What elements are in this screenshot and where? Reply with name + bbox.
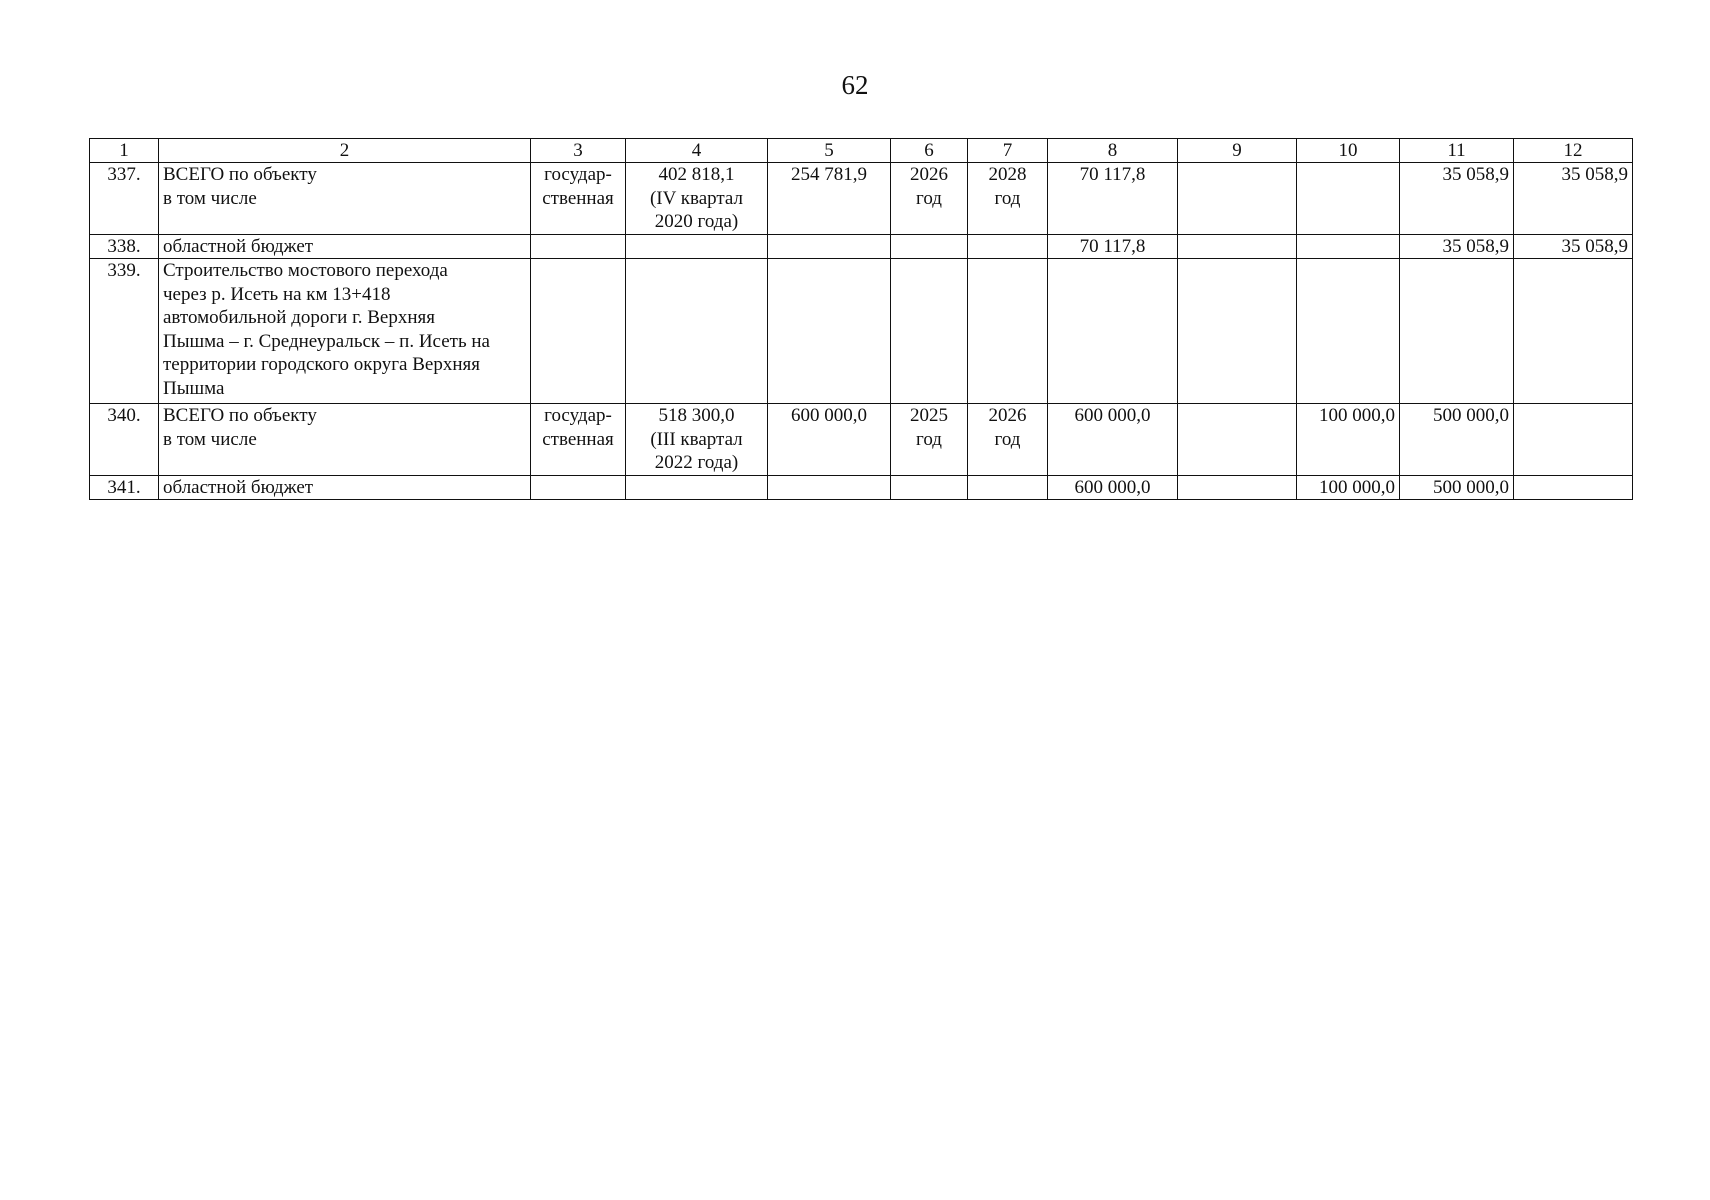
total-funding-cell: 600 000,0 bbox=[1048, 475, 1178, 500]
funding-col-12-cell: 35 058,9 bbox=[1514, 234, 1633, 259]
cell-text-line: в том числе bbox=[163, 428, 257, 450]
column-header: 11 bbox=[1400, 139, 1514, 163]
cell-text-line: государ- bbox=[544, 405, 612, 426]
cell-text-line: 2025 bbox=[910, 405, 948, 426]
estimated-cost-cell bbox=[626, 259, 768, 404]
cell-text-line: ВСЕГО по объекту bbox=[163, 405, 317, 426]
ownership-cell bbox=[531, 475, 626, 500]
cell-text-line: 2026 bbox=[910, 164, 948, 185]
cell-text-line: год bbox=[994, 428, 1021, 450]
column-header: 3 bbox=[531, 139, 626, 163]
object-name-cell bbox=[159, 163, 531, 235]
funding-col-11-cell: 500 000,0 bbox=[1400, 475, 1514, 500]
cell-text-line: ВСЕГО по объекту bbox=[163, 164, 317, 185]
cell-text-line: ственная bbox=[542, 187, 614, 209]
total-funding-cell bbox=[1048, 259, 1178, 404]
funding-col-11-cell: 500 000,0 bbox=[1400, 404, 1514, 476]
column-header: 7 bbox=[968, 139, 1048, 163]
page-number: 62 bbox=[841, 70, 869, 100]
end-year-cell bbox=[968, 163, 1048, 235]
funding-col-9-cell bbox=[1178, 475, 1297, 500]
estimated-cost-cell bbox=[626, 234, 768, 259]
cell-text-line: Пышма bbox=[163, 377, 225, 399]
row-number-cell: 339. bbox=[90, 259, 159, 404]
column-number-row bbox=[90, 139, 1633, 163]
funding-col-9-cell bbox=[1178, 259, 1297, 404]
cell-text-line: год bbox=[994, 187, 1021, 209]
table-row bbox=[90, 163, 1633, 235]
estimated-cost-cell bbox=[626, 475, 768, 500]
start-year-cell bbox=[891, 475, 968, 500]
ownership-cell bbox=[531, 163, 626, 235]
column-header: 1 bbox=[90, 139, 159, 163]
cell-text-line: через р. Исеть на км 13+418 bbox=[163, 283, 391, 305]
end-year-cell bbox=[968, 234, 1048, 259]
column-header: 10 bbox=[1297, 139, 1400, 163]
column-header: 8 bbox=[1048, 139, 1178, 163]
estimated-cost-cell bbox=[626, 404, 768, 476]
end-year-cell bbox=[968, 475, 1048, 500]
cell-text-line: год bbox=[916, 428, 942, 450]
ownership-cell bbox=[531, 234, 626, 259]
table-row bbox=[90, 259, 1633, 404]
cell-text-line: в том числе bbox=[163, 187, 257, 209]
funding-col-12-cell bbox=[1514, 475, 1633, 500]
funding-col-10-cell: 100 000,0 bbox=[1297, 475, 1400, 500]
column-header: 5 bbox=[768, 139, 891, 163]
cell-text-line: 2022 года) bbox=[654, 452, 739, 473]
object-name-cell bbox=[159, 234, 531, 259]
cell-text-line: 2020 года) bbox=[654, 211, 739, 232]
funding-col-9-cell bbox=[1178, 163, 1297, 235]
column-header: 12 bbox=[1514, 139, 1633, 163]
funding-col-10-cell bbox=[1297, 234, 1400, 259]
table-row bbox=[90, 234, 1633, 259]
total-cost-cell bbox=[768, 234, 891, 259]
funding-col-12-cell: 35 058,9 bbox=[1514, 163, 1633, 235]
funding-col-12-cell bbox=[1514, 259, 1633, 404]
total-funding-cell: 600 000,0 bbox=[1048, 404, 1178, 476]
ownership-cell bbox=[531, 259, 626, 404]
object-name-cell bbox=[159, 404, 531, 476]
row-number-cell: 337. bbox=[90, 163, 159, 235]
row-number-cell: 338. bbox=[90, 234, 159, 259]
cell-text-line: ственная bbox=[542, 428, 614, 450]
total-funding-cell: 70 117,8 bbox=[1048, 163, 1178, 235]
end-year-cell bbox=[968, 404, 1048, 476]
funding-col-10-cell bbox=[1297, 163, 1400, 235]
cell-text-line: (III квартал bbox=[650, 428, 743, 450]
total-cost-cell: 600 000,0 bbox=[768, 404, 891, 476]
column-header: 6 bbox=[891, 139, 968, 163]
cell-text-line: территории городского округа Верхняя bbox=[163, 354, 480, 375]
table-row bbox=[90, 475, 1633, 500]
cell-text-line: областной бюджет bbox=[163, 476, 314, 498]
ownership-cell bbox=[531, 404, 626, 476]
funding-col-9-cell bbox=[1178, 234, 1297, 259]
object-name-cell bbox=[159, 259, 531, 404]
funding-col-11-cell bbox=[1400, 259, 1514, 404]
cell-text-line: автомобильной дороги г. Верхняя bbox=[163, 307, 435, 328]
row-number-cell: 340. bbox=[90, 404, 159, 476]
end-year-cell bbox=[968, 259, 1048, 404]
cell-text-line: 402 818,1 bbox=[658, 164, 735, 185]
funding-col-11-cell: 35 058,9 bbox=[1400, 234, 1514, 259]
funding-col-9-cell bbox=[1178, 404, 1297, 476]
cell-text-line: год bbox=[916, 187, 942, 209]
funding-col-10-cell: 100 000,0 bbox=[1297, 404, 1400, 476]
start-year-cell bbox=[891, 259, 968, 404]
column-header: 9 bbox=[1178, 139, 1297, 163]
total-cost-cell bbox=[768, 259, 891, 404]
cell-text-line: Пышма – г. Среднеуральск – п. Исеть на bbox=[163, 330, 490, 352]
column-header: 4 bbox=[626, 139, 768, 163]
cell-text-line: 2026 bbox=[988, 405, 1027, 426]
column-header: 2 bbox=[159, 139, 531, 163]
estimated-cost-cell bbox=[626, 163, 768, 235]
total-cost-cell bbox=[768, 475, 891, 500]
total-cost-cell: 254 781,9 bbox=[768, 163, 891, 235]
table-row bbox=[90, 404, 1633, 476]
total-funding-cell: 70 117,8 bbox=[1048, 234, 1178, 259]
start-year-cell bbox=[891, 234, 968, 259]
budget-table bbox=[89, 138, 1633, 500]
cell-text-line: областной бюджет bbox=[163, 235, 314, 257]
funding-col-10-cell bbox=[1297, 259, 1400, 404]
start-year-cell bbox=[891, 163, 968, 235]
cell-text-line: (IV квартал bbox=[649, 187, 744, 209]
cell-text-line: Строительство мостового перехода bbox=[163, 260, 448, 281]
funding-col-11-cell: 35 058,9 bbox=[1400, 163, 1514, 235]
row-number-cell: 341. bbox=[90, 475, 159, 500]
object-name-cell bbox=[159, 475, 531, 500]
cell-text-line: государ- bbox=[544, 164, 612, 185]
funding-col-12-cell bbox=[1514, 404, 1633, 476]
start-year-cell bbox=[891, 404, 968, 476]
cell-text-line: 518 300,0 bbox=[658, 405, 735, 426]
cell-text-line: 2028 bbox=[988, 164, 1027, 185]
